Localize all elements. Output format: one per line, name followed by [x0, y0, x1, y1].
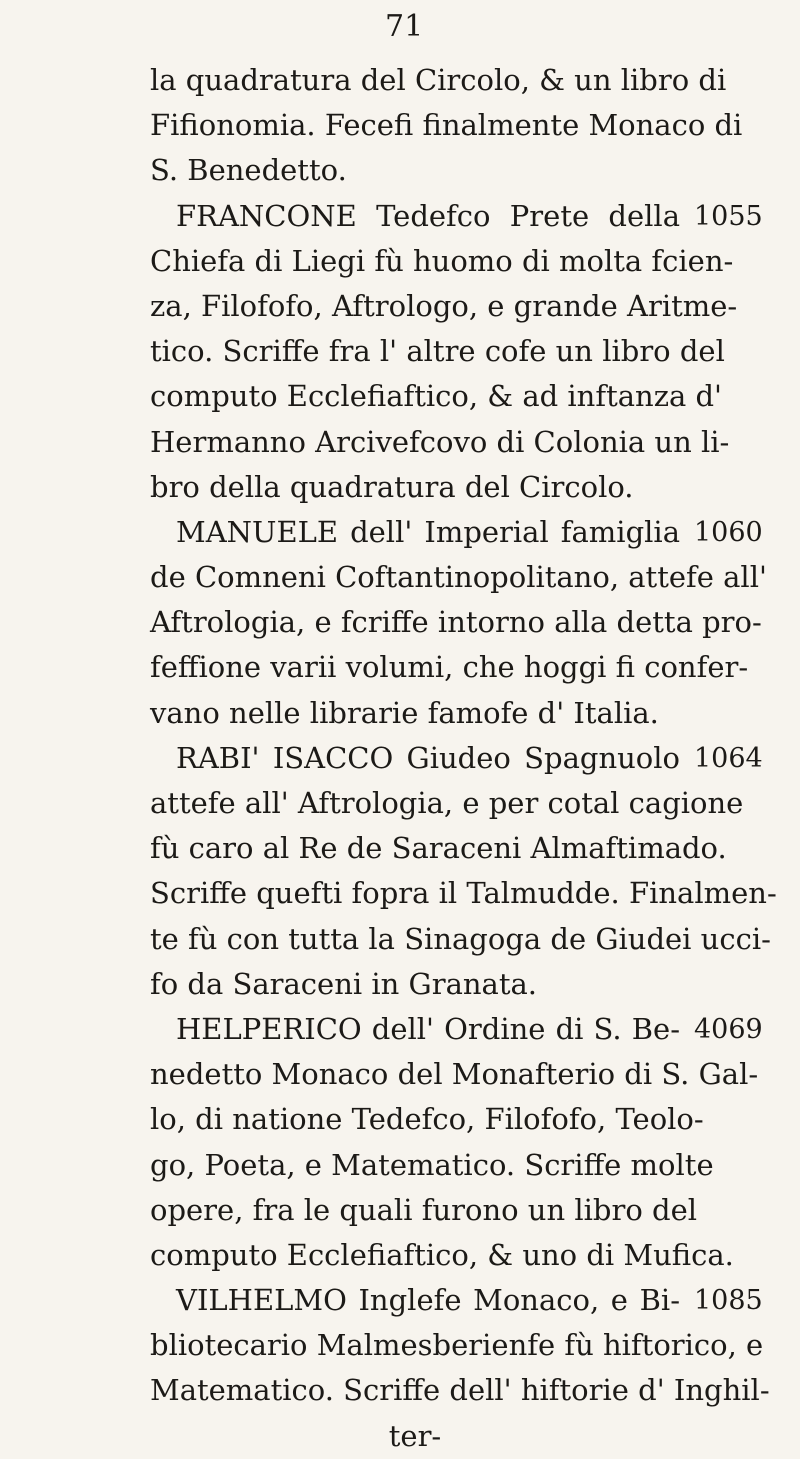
text-line: computo Ecclefiaftico, & uno di Mufica.	[150, 1237, 734, 1272]
page-number: 71	[385, 9, 424, 44]
text-line: za, Filofofo, Aftrologo, e grande Aritme-	[150, 288, 738, 323]
text-line: computo Ecclefiaftico, & ad inftanza d'	[150, 379, 723, 414]
text-line: attefe all' Aftrologia, e per cotal cagione	[150, 786, 744, 820]
text-line: lo, di natione Tedefco, Filofofo, Teolo-	[150, 1102, 704, 1137]
text-line: Matematico. Scriffe dell' hiftorie d' Inghil-	[150, 1373, 770, 1408]
entry-heading-line: MANUELE dell' Imperial famiglia	[176, 514, 680, 549]
entry-heading-line: HELPERICO dell' Ordine di S. Be-	[176, 1011, 680, 1046]
entry-heading-line: RABI' ISACCO Giudeo Spagnuolo	[176, 740, 680, 775]
text-line: fù caro al Re de Saraceni Almaftimado.	[150, 831, 727, 866]
catchword: ter-	[388, 1418, 442, 1453]
text-line: Chiefa di Liegi fù huomo di molta fcien-	[150, 243, 734, 278]
text-line: Hermanno Arcivefcovo di Colonia un li-	[150, 424, 730, 459]
text-line: Scriffe quefti fopra il Talmudde. Finalmen-	[150, 876, 777, 911]
entry-heading-line: VILHELMO Inglefe Monaco, e Bi-	[176, 1283, 680, 1318]
text-line: de Comneni Coftantinopolitano, attefe all'	[150, 560, 767, 595]
text-line: feffione varii volumi, che hoggi fi confer-	[150, 650, 749, 685]
margin-year: 1060	[694, 517, 763, 548]
entry-heading-line: FRANCONE Tedefco Prete della	[176, 198, 680, 233]
text-line: go, Poeta, e Matematico. Scriffe molte	[150, 1147, 714, 1182]
text-line: nedetto Monaco del Monafterio di S. Gal-	[150, 1057, 759, 1092]
text-line: S. Benedetto.	[150, 153, 347, 188]
text-line: la quadratura del Circolo, & un libro di	[150, 63, 727, 97]
margin-year: 4069	[694, 1014, 763, 1046]
margin-year: 1064	[694, 743, 763, 774]
text-line: Aftrologia, e fcriffe intorno alla detta pro-	[150, 605, 762, 640]
text-line: bro della quadratura del Circolo.	[150, 469, 634, 504]
text-line: tico. Scriffe fra l' altre cofe un libro del	[150, 334, 725, 369]
margin-year: 1085	[694, 1285, 763, 1317]
text-line: fo da Saraceni in Granata.	[150, 966, 537, 1001]
text-line: opere, fra le quali furono un libro del	[150, 1192, 698, 1227]
text-line: te fù con tutta la Sinagoga de Giudei ucci-	[150, 921, 771, 956]
text-line: vano nelle librarie famofe d' Italia.	[150, 695, 659, 730]
text-line: Fifionomia. Fecefi finalmente Monaco di	[150, 108, 743, 143]
text-line: bliotecario Malmesberienfe fù hiftorico, e	[150, 1328, 764, 1363]
margin-year: 1055	[694, 200, 763, 232]
